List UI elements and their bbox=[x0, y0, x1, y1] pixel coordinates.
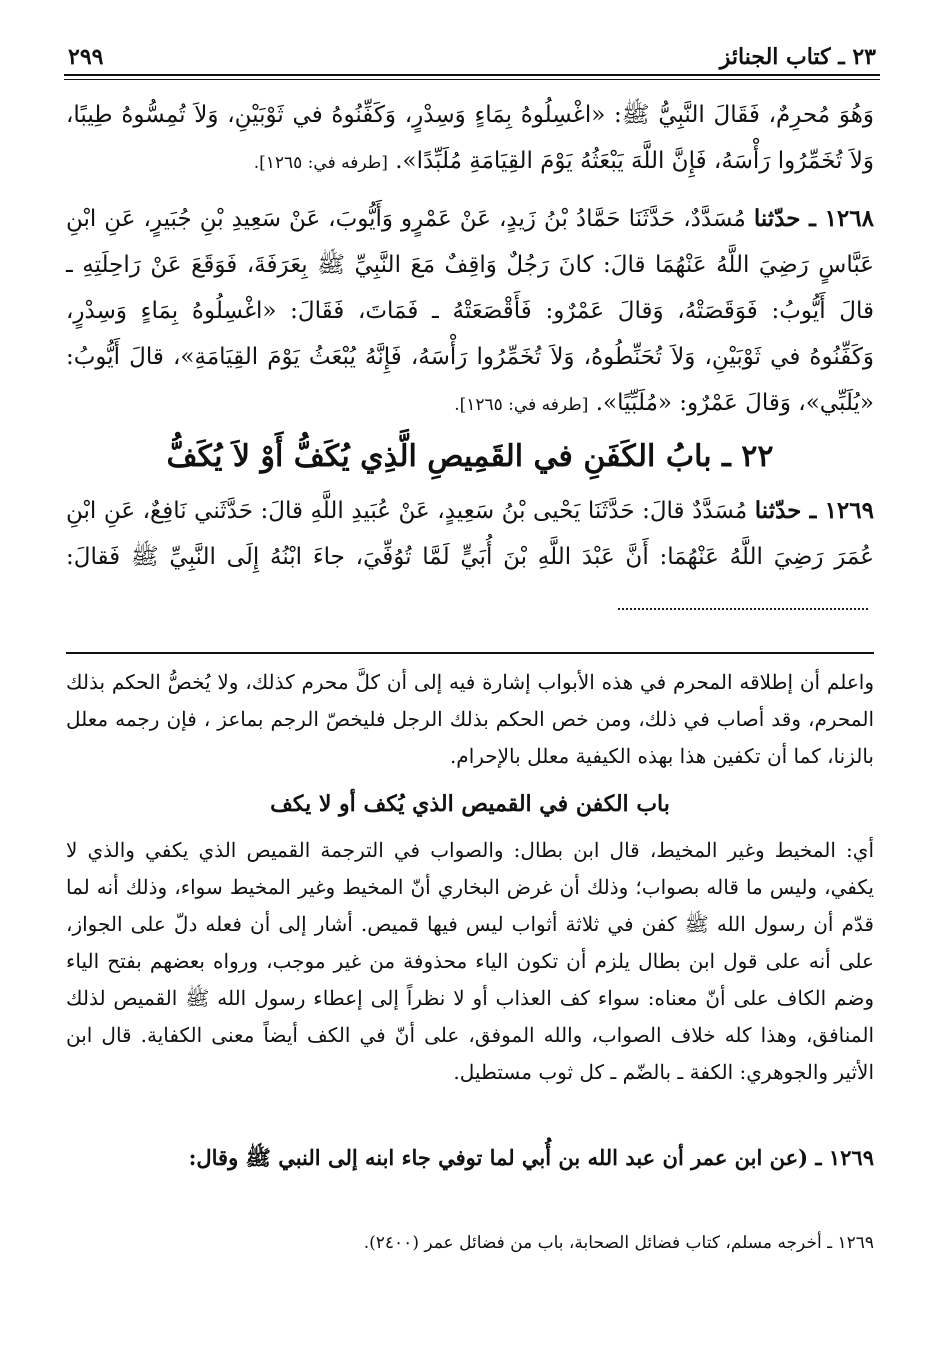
hadith-text: مُسَدَّدٌ قالَ: حَدَّثَنَا يَحْيى بْنُ سَعِيدٍ، عَنْ عُبَيدِ اللَّهِ قالَ: حَدَّثَني نَافِعٌ، عَنِ ابْنِ عُمَرَ رَضِيَ اللَّهُ عَنْهُمَا: أَنَّ عَبْدَ اللَّهِ بْنَ أُبَيٍّ لَمَّا تُوُفِّيَ، جاءَ ابْنُهُ إِلَى النَّبِيِّ ﷺ فَقالَ: bbox=[66, 498, 874, 570]
cross-reference: [طرفه في: ١٢٦٥]. bbox=[454, 395, 589, 415]
commentary-text: أي: المخيط وغير المخيط، قال ابن بطال: والصواب في الترجمة القميص الذي يكفي والذي لا يكفي، وليس ما قاله بصواب؛ وذلك أن غرض البخاري أنّ المخيط وغير المخيط سواء، وذلك أنه لما قدّم أن رسول الله ﷺ كفن في ثلاثة أثواب ليس فيها قميص. أشار إلى أن فعله دلّ على الجواز، على أنه على قول ابن بطال يلزم أن تكون الياء محذوفة من غير موجب، ورواه بعضهم بفتح الياء وضم الكاف على أنّ معناه: سواء كف العذاب أو لا نظراً إلى إعطاء رسول الله ﷺ القميص لذلك المنافق، وهذا كله خلاف الصواب، والله الموفق، على أنّ في الكف أيضاً معنى الكفاية. قال ابن الأثير والجوهري: الكفة ـ بالضّم ـ كل ثوب مستطيل. bbox=[66, 838, 874, 1084]
commentary-paragraph-1 bbox=[66, 664, 874, 775]
hadith-1268 bbox=[66, 196, 874, 428]
cross-reference: [طرفه في: ١٢٦٥]. bbox=[253, 153, 388, 173]
footnote-text: ١٢٦٩ ـ أخرجه مسلم، كتاب فضائل الصحابة، باب من فضائل عمر (٢٤٠٠). bbox=[363, 1233, 874, 1253]
hadith-continuation bbox=[66, 92, 874, 186]
page-header bbox=[68, 34, 876, 70]
chapter-heading: ٢٢ ـ بابُ الكَفَنِ في القَمِيصِ الَّذِي يُكَفُّ أَوْ لاَ يُكَفُّ bbox=[166, 439, 774, 474]
continuation-dots bbox=[618, 598, 868, 610]
header-rule bbox=[64, 74, 880, 80]
commentary-hadith-quote bbox=[66, 1138, 874, 1178]
hadith-continuation-text: وَهُوَ مُحرِمٌ، فَقَالَ النَّبِيُّ ﷺ: «اغْسِلُوهُ بِمَاءٍ وَسِدْرٍ، وَكَفِّنُوهُ في ثَوْبَيْنِ، وَلاَ تُمِسُّوهُ طِيبًا، وَلاَ تُخَمِّرُوا رَأْسَهُ، فَإِنَّ اللَّهَ يَبْعَثُهُ يَوْمَ القِيَامَةِ مُلَبِّدًا». bbox=[66, 102, 874, 174]
hadith-text: مُسَدَّدٌ، حَدَّثَنَا حَمَّادُ بْنُ زَيدٍ، عَنْ عَمْرٍو وَأَيُّوبَ، عَنْ سَعِيدِ بْنِ جُبَيرٍ، عَنِ ابْنِ عَبَّاسٍ رَضِيَ اللَّهُ عَنْهُمَا قالَ: كانَ رَجُلٌ وَاقِفٌ مَعَ النَّبِيِّ ﷺ بِعَرَفَةَ، فَوَقَعَ عَنْ رَاحِلَتِهِ ـ قالَ أَيُّوبُ: فَوَقَصَتْهُ، وَقالَ عَمْرٌو: فَأَقْصَعَتْهُ ـ فَمَاتَ، فَقَالَ: «اغْسِلُوهُ بِمَاءٍ وَسِدْرٍ، وَكَفِّنُوهُ في ثَوْبَيْنِ، وَلاَ تُحَنِّطُوهُ، وَلاَ تُخَمِّرُوا رَأْسَهُ، فَإِنَّهُ يُبْعَثُ يَوْمَ القِيَامَةِ»، قالَ أَيُّوبُ: «يُلَبِّي»، وَقالَ عَمْرٌو: «مُلَبِّيًا». bbox=[66, 206, 874, 416]
commentary-quote-text: ١٢٦٩ ـ (عن ابن عمر أن عبد الله بن أُبي لما توفي جاء ابنه إلى النبي ﷺ وقال: bbox=[188, 1145, 874, 1170]
hadith-number: ١٢٦٩ ـ حدّثنا bbox=[754, 497, 874, 524]
commentary-divider bbox=[66, 652, 874, 654]
hadith-number: ١٢٦٨ ـ حدّثنا bbox=[753, 205, 874, 232]
commentary-paragraph-2 bbox=[66, 832, 874, 1091]
page-number: ٢٩٩ bbox=[68, 44, 104, 70]
commentary-text: واعلم أن إطلاقه المحرم في هذه الأبواب إشارة فيه إلى أن كلَّ محرم كذلك، ولا يُخصُّ الحكم بذلك المحرم، وقد أصاب في ذلك، ومن خص الحكم بذلك الرجل فليخصّ الرجم بماعز ، فإن رجمه معلل بالزنا، كما أن تكفين هذا بهذه الكيفية معلل بالإحرام. bbox=[66, 670, 874, 768]
hadith-1269 bbox=[66, 488, 874, 626]
running-chapter-title: ٢٣ ـ كتاب الجنائز bbox=[719, 44, 876, 70]
commentary-subheading: باب الكفن في القميص الذي يُكف أو لا يكف bbox=[270, 791, 670, 817]
footnote bbox=[66, 1228, 874, 1258]
